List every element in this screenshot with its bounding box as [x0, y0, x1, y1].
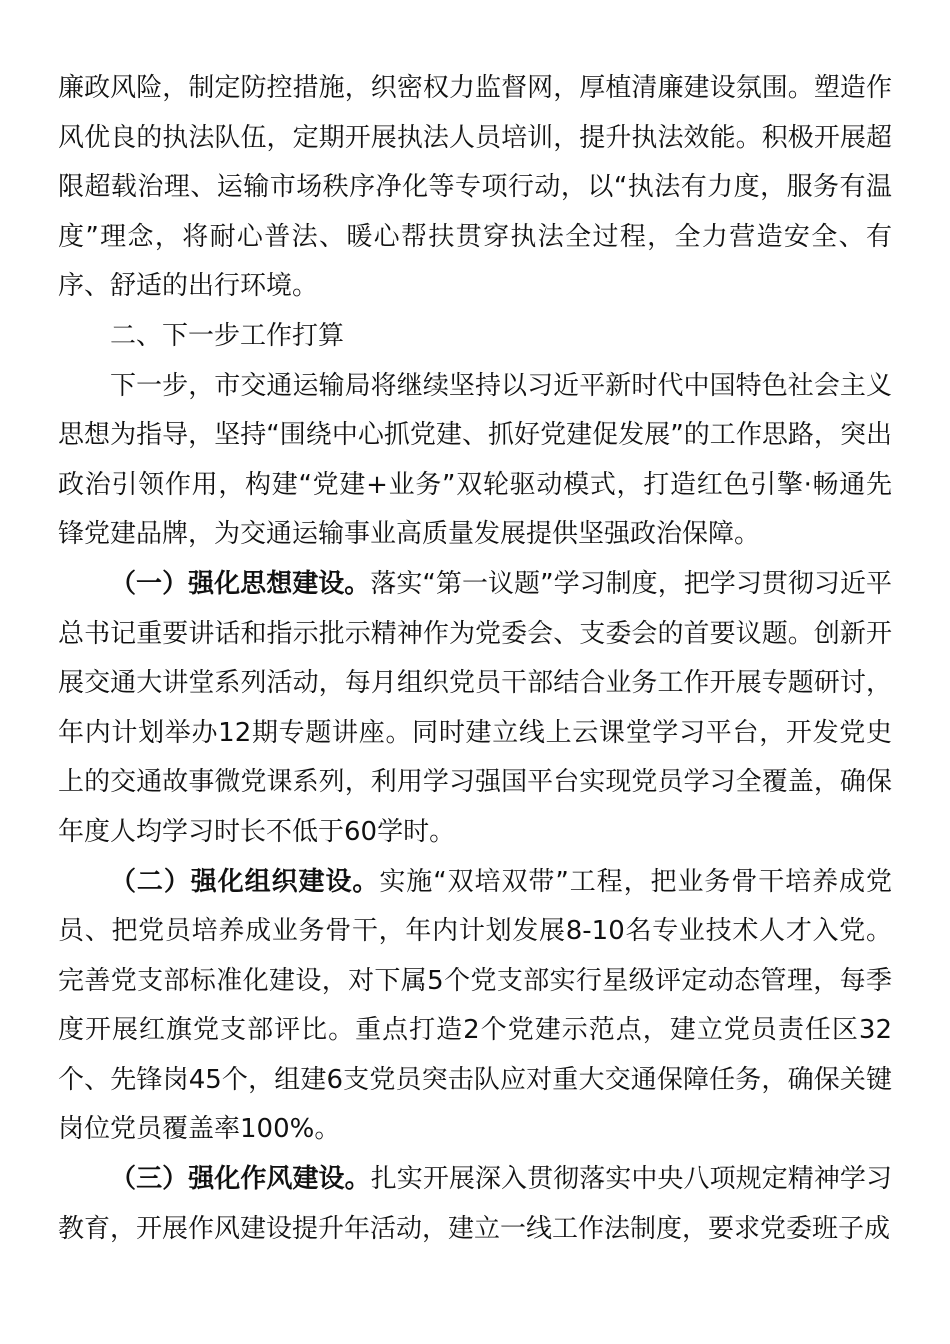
- paragraph-body: 扎实开展深入贯彻落实中央八项规定精神学习教育，开展作风建设提升年活动，建立一线工作法制度，要求党委班子成: [58, 1164, 892, 1244]
- paragraph-organizational-building: [58, 858, 892, 1156]
- paragraph-body: 实施“双培双带”工程，把业务骨干培养成党员、把党员培养成业务骨干，年内计划发展8-10名专业技术人才入党。完善党支部标准化建设，对下属5个党支部实行星级评定动态管理，每季度开展红旗党支部评比。重点打造2个党建示范点，建立党员责任区32个、先锋岗45个，组建6支党员突击队应对重大交通保障任务，确保关键岗位党员覆盖率100%。: [58, 866, 892, 1145]
- paragraph-work-style-building: [58, 1155, 892, 1254]
- subheading-work-style-building: （三）强化作风建设。: [110, 1164, 371, 1195]
- section-heading-next-steps: 二、下一步工作打算: [110, 320, 345, 351]
- subheading-ideological-building: （一）强化思想建设。: [110, 568, 371, 599]
- paragraph-ideological-building: [58, 560, 892, 858]
- paragraph-next-steps-intro: 下一步，市交通运输局将继续坚持以习近平新时代中国特色社会主义思想为指导，坚持“围绕中心抓党建、抓好党建促发展”的工作思路，突出政治引领作用，构建“党建+业务”双轮驱动模式，打造红色引擎·畅通先锋党建品牌，为交通运输事业高质量发展提供坚强政治保障。: [58, 370, 892, 550]
- document-page: [58, 64, 892, 1254]
- paragraph-body: 落实“第一议题”学习制度，把学习贯彻习近平总书记重要讲话和指示批示精神作为党委会、支委会的首要议题。创新开展交通大讲堂系列活动，每月组织党员干部结合业务工作开展专题研讨，年内计划举办12期专题讲座。同时建立线上云课堂学习平台，开发党史上的交通故事微党课系列，利用学习强国平台实现党员学习全覆盖，确保年度人均学习时长不低于60学时。: [58, 568, 892, 847]
- paragraph-law-enforcement: 廉政风险，制定防控措施，织密权力监督网，厚植清廉建设氛围。塑造作风优良的执法队伍，定期开展执法人员培训，提升执法效能。积极开展超限超载治理、运输市场秩序净化等专项行动，以“执法有力度，服务有温度”理念，将耐心普法、暖心帮扶贯穿执法全过程，全力营造安全、有序、舒适的出行环境。: [58, 73, 892, 302]
- subheading-organizational-building: （二）强化组织建设。: [110, 866, 380, 897]
